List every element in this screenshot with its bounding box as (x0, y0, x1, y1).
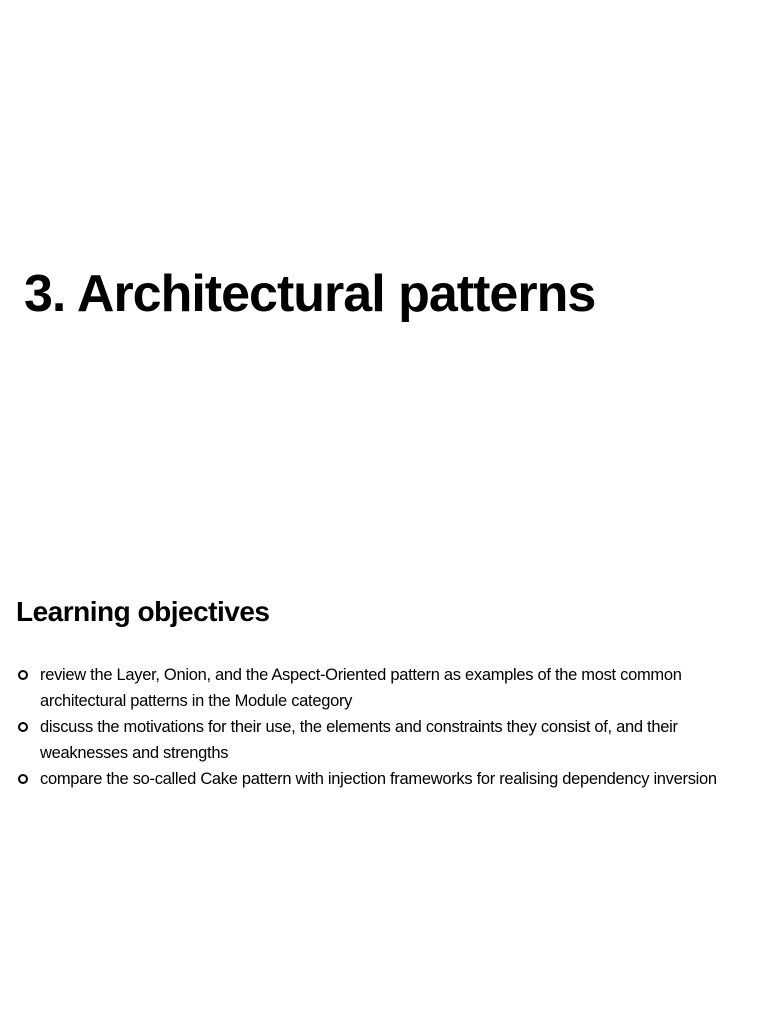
objective-text: review the Layer, Onion, and the Aspect-Oriented pattern as examples of the most common architectural patterns in the Module category (40, 666, 682, 710)
learning-objectives-heading: Learning objectives (16, 596, 270, 627)
hollow-circle-bullet-icon (18, 774, 28, 784)
chapter-title: 3. Architectural patterns (24, 265, 596, 323)
objective-item (16, 714, 752, 766)
objective-text: compare the so-called Cake pattern with injection frameworks for realising dependency inversion (40, 770, 717, 788)
objective-item (16, 662, 752, 714)
learning-objectives-list (16, 662, 752, 792)
objective-item (16, 766, 752, 792)
hollow-circle-bullet-icon (18, 722, 28, 732)
hollow-circle-bullet-icon (18, 670, 28, 680)
objective-text: discuss the motivations for their use, the elements and constraints they consist of, and their weaknesses and strengths (40, 718, 678, 762)
